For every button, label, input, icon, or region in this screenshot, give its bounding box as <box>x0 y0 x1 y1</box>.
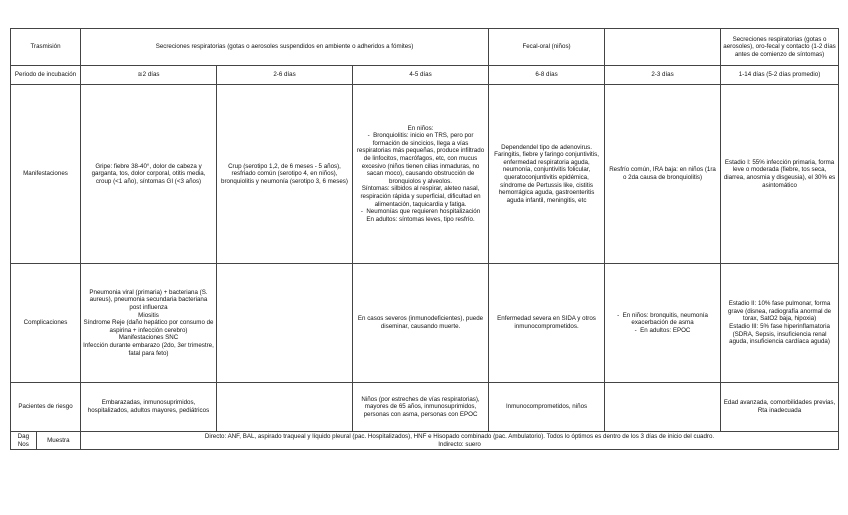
row-diagnostico <box>11 432 839 450</box>
row-label-pacientes: Pacientes de riesgo <box>11 383 81 432</box>
manifestaciones-c2: Gripe: fiebre 38-40°, dolor de cabeza y garganta, tos, dolor corporal, otitis media, croup (<1 año), síntomas GI (<3 años) <box>81 85 217 264</box>
transmision-covid: Secreciones respiratorias (gotas o aerosoles), oro-fecal y contacto (1-2 días antes de comienzo de síntomas) <box>721 29 839 66</box>
comp-c6-bullet-1: - En niños: bronquitis, neumonía exacerbación de asma <box>617 311 708 327</box>
pacientes-c4: Niños (por estreches de vías respiratorias), mayores de 65 años, inmunosuprimidos, personas con asma, personas con EPOC <box>353 383 489 432</box>
pacientes-c2: Embarazadas, inmunosuprimidos, hospitalizados, adultos mayores, pediátricos <box>81 383 217 432</box>
row-incubacion <box>11 66 839 85</box>
complicaciones-c7 <box>721 264 839 383</box>
manif-c4-b2-text: Neumonías que requieren hospitalización <box>366 208 481 216</box>
pacientes-c3 <box>217 383 353 432</box>
pacientes-c6 <box>605 383 721 432</box>
manif-c4-bullet-1: - Bronquiolitis: inicio en TRS, pero por formación de sincicios, llega a vías respiratorias más pequeñas, produce infiltrado de linfocitos, macrófagos, etc, con mucus excesivo (niños tienen cilias inmaduras, no sacan moco), causando obstrucción de bronquiolos y alveolos. <box>356 132 485 185</box>
comp-c7-l2: Estadio III: 5% fase hiperinflamatoria (SDRA, Sepsis, insuficiencia renal aguda, insuficiencia cardíaca aguda) <box>729 323 830 346</box>
manifestaciones-c5: Dependendel tipo de adenovirus. Faringitis, fiebre y faringo conjuntivitis, enfermedad respiratoria aguda, neumonía, conjuntivitis folicular, queratoconjuntivitis epidémica, síndrome de Pertussis like, cistitis hemorrágica aguda, gastroenteritis aguda infantil, meningitis, etc <box>489 85 605 264</box>
manif-c4-sintomas: Síntomas: silbidos al respirar, aleteo nasal, respiración rápida y superficial, dificultad en alimentación, taquicardia y fatiga. <box>360 185 481 208</box>
manif-c4-title: En niños: <box>407 124 434 132</box>
incubacion-c7: 1-14 días (5-2 días promedio) <box>721 66 839 85</box>
complicaciones-c2 <box>81 264 217 383</box>
complicaciones-c4: En casos severos (inmunodeficientes), puede diseminar, causando muerte. <box>353 264 489 383</box>
diagnostico-directo: Directo: ANF, BAL, aspirado traqueal y líquido pleural (pac. Hospitalizados), HNF e Hisopado combinado (pac. Ambulatorio). Todos lo óptimos es dentro de los 3 días de inicio del cuadro. <box>204 433 715 440</box>
comp-c2-l2: Miositis <box>138 311 159 319</box>
comp-c7-l1: Estadio II: 10% fase pulmonar, forma grave (disnea, radiografía anormal de torax, SatO2 baja, hipoxia) <box>727 300 832 323</box>
virus-comparison-table <box>10 28 839 450</box>
manif-c4-bullet-2: - Neumonías que requieren hospitalización <box>360 208 481 216</box>
pacientes-c5: Inmunocomprometidos, niños <box>489 383 605 432</box>
comp-c6-bullet-2: - En adultos: EPOC <box>634 326 691 334</box>
comp-c6-b2-text: En adultos: EPOC <box>640 326 691 334</box>
transmision-fecal: Fecal-oral (niños) <box>489 29 605 66</box>
row-complicaciones <box>11 264 839 383</box>
comp-c2-l3: Síndrome Reje (daño hepático por consumo de aspirina + infección cerebro) <box>83 319 214 334</box>
comp-c6-b1-text: En niños: bronquitis, neumonía exacerbación de asma <box>622 311 708 327</box>
complicaciones-c5: Enfermedad severa en SIDA y otros inmunocomprometidos. <box>489 264 605 383</box>
row-label-manifestaciones: Manifestaciones <box>11 85 81 264</box>
manifestaciones-c6: Resfrío común, IRA baja: en niños (1ra o 2da causa de bronquiolitis) <box>605 85 721 264</box>
row-transmision <box>11 29 839 66</box>
diagnostico-label-cell <box>11 432 81 450</box>
diagnostico-split <box>11 432 80 449</box>
row-label-diagnostico: Dag Nos <box>11 432 36 449</box>
manifestaciones-c3: Crup (serotipo 1,2, de 6 meses - 5 años), resfriado común (serotipo 4, en niños), bronquiolitis y neumonía (serotipo 3, 6 meses) <box>217 85 353 264</box>
row-pacientes <box>11 383 839 432</box>
row-label-complicaciones: Complicaciones <box>11 264 81 383</box>
incubacion-c4: 4-5 días <box>353 66 489 85</box>
incubacion-c2: ≅2 días <box>81 66 217 85</box>
transmision-empty <box>605 29 721 66</box>
row-label-incubacion: Periodo de incubación <box>11 66 81 85</box>
complicaciones-c3 <box>217 264 353 383</box>
pacientes-c7: Edad avanzada, comorbilidades previas, Rta inadecuada <box>721 383 839 432</box>
diagnostico-indirecto: Indirecto: suero <box>438 440 481 448</box>
row-label-transmision: Trasmisión <box>11 29 81 66</box>
comp-c2-l4: Manifestaciones SNC <box>118 334 179 342</box>
incubacion-c3: 2-6 días <box>217 66 353 85</box>
diagnostico-detalle <box>81 432 839 450</box>
diagnostico-muestra: Muestra <box>47 436 70 444</box>
row-manifestaciones <box>11 85 839 264</box>
manifestaciones-c7: Estadio I: 55% infección primaria, forma leve o moderada (fiebre, tos seca, diarrea, anosmia y disgeusia), el 30% es asintomático <box>721 85 839 264</box>
transmision-resp: Secreciones respiratorias (gotas o aerosoles suspendidos en ambiente o adheridos a fómites) <box>81 29 489 66</box>
manif-c4-b1-text: Bronquiolitis: inicio en TRS, pero por formación de sincicios, llega a vías respiratorias más pequeñas, produce infiltrado de linfocitos, macrófagos, etc, con mucus excesivo (niños tienen cilias inmaduras, no sacan moco), causando obstrucción de bronquiolos y alveolos. <box>356 132 485 185</box>
manifestaciones-c4 <box>353 85 489 264</box>
incubacion-c5: 6-8 días <box>489 66 605 85</box>
comp-c2-l5: Infección durante embarazo (2do, 3er trimestre, fatal para feto) <box>83 341 214 357</box>
comp-c2-l1: Pneumonia viral (primaria) + bacteriana (S. aureus), pneumonia secundaria bacteriana post influenza <box>89 288 208 312</box>
complicaciones-c6 <box>605 264 721 383</box>
manif-c4-adultos: En adultos: síntomas leves, tipo resfrío. <box>366 215 475 223</box>
incubacion-c6: 2-3 días <box>605 66 721 85</box>
